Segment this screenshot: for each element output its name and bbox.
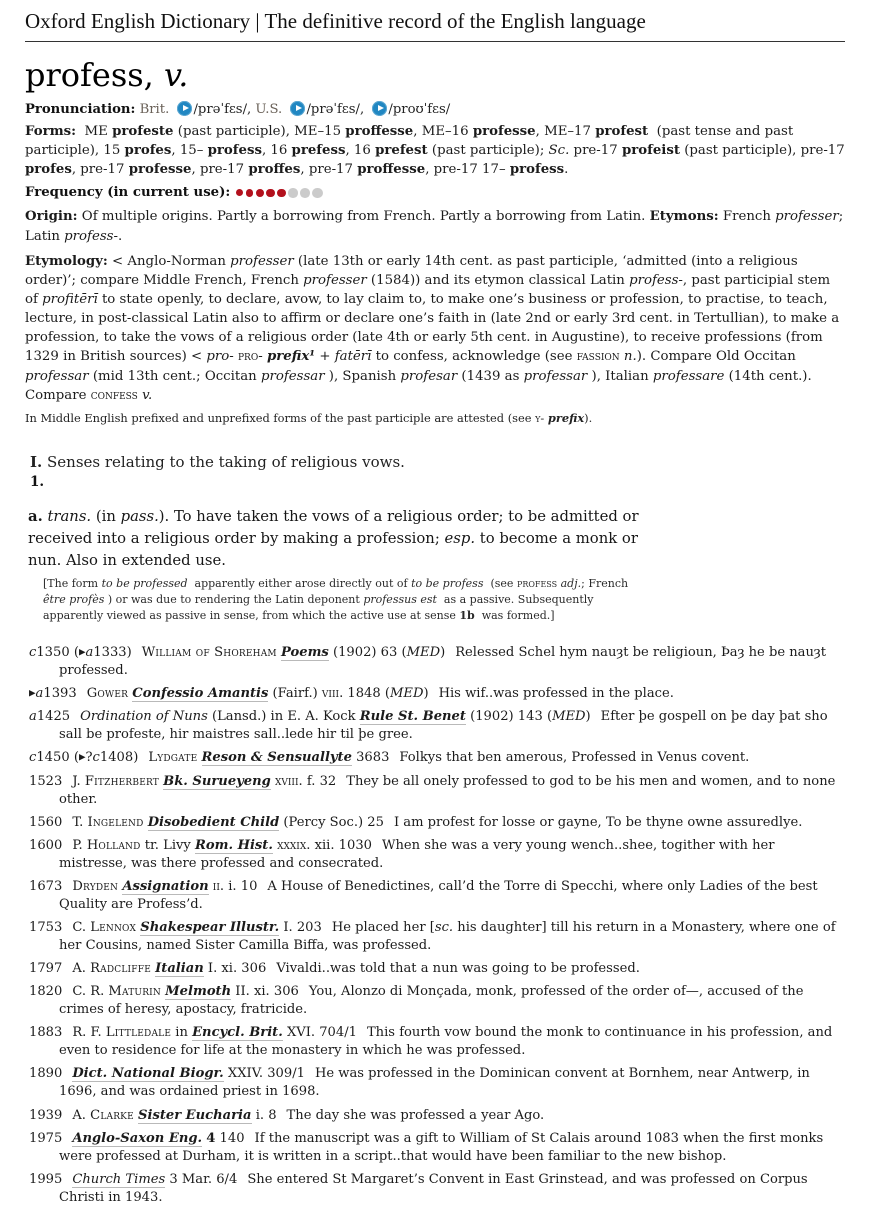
italic-text: professar	[25, 368, 89, 384]
bold-text: profeist	[621, 143, 680, 159]
quote-date: 1333)	[93, 645, 132, 661]
quotation-pointer-icon: ▶	[78, 752, 86, 763]
italic-text: être profès	[43, 593, 105, 607]
text: (past participle);	[427, 143, 549, 159]
author-name: Maturin	[108, 984, 161, 1000]
quote-date: 1939	[29, 1107, 63, 1123]
text: ), Spanish	[324, 368, 401, 384]
quote-date: 1408)	[99, 750, 139, 766]
italic-text: professer	[775, 209, 839, 225]
bold-text: professe	[472, 124, 536, 139]
quote-date: 1450	[36, 750, 70, 766]
quote-date: a	[35, 686, 44, 702]
bold-text: a.	[28, 507, 43, 525]
text: C. R.	[72, 984, 109, 1000]
text: ME	[76, 124, 113, 139]
author-name: William of Shoreham	[141, 645, 277, 661]
quotations-list	[25, 644, 845, 1207]
italic-text: to be profess	[411, 577, 484, 591]
frequency-dot	[312, 188, 322, 198]
sense-number: 1.	[30, 473, 45, 490]
quote-date: 1673	[29, 878, 63, 894]
headword-text: profess	[25, 56, 144, 94]
quotation-row	[29, 1024, 845, 1060]
us-region-label: U.S.	[251, 102, 287, 117]
frequency-label: Frequency (in current use):	[25, 185, 231, 201]
text: In Middle English prefixed and unprefixed forms of the past participle are attested (see	[25, 410, 536, 425]
quote-date: 1820	[29, 984, 63, 1000]
italic-text: trans.	[47, 507, 92, 525]
italic-text: MED	[390, 686, 424, 702]
text: Folkys that ben amerous, Professed in Venus covent.	[399, 750, 750, 766]
etymology-note	[25, 411, 845, 427]
text: .	[117, 228, 123, 244]
text: ).	[584, 410, 593, 425]
frequency-dot	[256, 189, 264, 197]
frequency-dot	[288, 188, 297, 197]
bold-text: Forms:	[25, 124, 77, 139]
quotation-row	[29, 837, 845, 873]
branch-heading	[25, 453, 845, 471]
quotation-row	[29, 983, 845, 1019]
frequency-dots	[236, 185, 325, 200]
text: in	[171, 1025, 193, 1041]
quote-date: 1883	[29, 1025, 63, 1041]
quotation-row	[29, 1065, 845, 1101]
ipa-us-1: /prəˈfɛs/,	[306, 102, 365, 117]
text: ) or was due to rendering the Latin deponent	[104, 593, 364, 607]
quote-date: c	[92, 750, 100, 766]
play-audio-icon[interactable]	[372, 101, 387, 116]
italic-text: Sc.	[548, 143, 570, 159]
bold-text: proffesse	[357, 162, 426, 178]
bold-text: I.	[30, 452, 43, 471]
frequency-dot	[236, 189, 243, 196]
text: (Lansd.) in E. A. Kock	[207, 709, 360, 725]
text: XVI. 704/1	[282, 1025, 357, 1041]
author-name: Ingelend	[87, 814, 144, 830]
quote-date: 1753	[29, 919, 63, 935]
bold-text: profes	[124, 143, 172, 159]
quotation-row	[29, 814, 845, 832]
small-caps-text: xxxix.	[277, 837, 311, 853]
entry-main	[0, 42, 870, 1224]
text: They be all onely professed to god to be his men and women, and to none other.	[59, 773, 836, 807]
quotation-pointer-icon: ▶	[29, 688, 36, 699]
quotation-row	[29, 919, 845, 955]
text: II. xi. 306	[231, 984, 299, 1000]
italic-text: pass.	[120, 507, 159, 525]
text: If the manuscript was a gift to William of St Calais around 1083 when the first monks were professed at Durham, it is written in a script..that would have been familiar to the new bishop.	[59, 1130, 824, 1164]
text: < Anglo-Norman	[107, 253, 231, 269]
work-title-link[interactable]: Sister Eucharia	[138, 1107, 252, 1123]
masthead	[25, 0, 845, 42]
pronunciation-label: Pronunciation:	[25, 102, 136, 117]
text: his daughter] till his return in a Monastery, where one of her Cousins, named Sister Camilla Biffa, was professed.	[59, 919, 836, 954]
italic-text: professar	[260, 368, 325, 384]
author-name: Littledale	[105, 1025, 172, 1041]
author-name: Clarke	[90, 1107, 134, 1123]
text: )	[423, 686, 429, 702]
text: This fourth vow bound the monk to continuance in his profession, and even to residence for life at the monastery in which he was professed.	[59, 1025, 833, 1059]
frequency-dot	[246, 189, 254, 197]
text: He was professed in the Dominican convent at Bornhem, near Antwerp, in 1696, and was ordained priest in 1698.	[59, 1066, 810, 1100]
text: 140	[215, 1130, 245, 1146]
bold-text: prefess	[291, 143, 346, 159]
ipa-separator	[364, 102, 368, 117]
text: .	[564, 162, 569, 178]
bold-text: profest	[595, 124, 649, 139]
text: Vivaldi..was told that a nun was going to be professed.	[276, 961, 640, 977]
text: , 15–	[171, 143, 208, 159]
quote-date: 1975	[29, 1130, 63, 1146]
text: A.	[72, 1107, 91, 1123]
text: (1902) 143 (	[465, 709, 553, 725]
ipa-brit: /prəˈfɛs/,	[193, 102, 252, 117]
text: f. 32	[302, 773, 337, 789]
text: I. 203	[279, 919, 322, 935]
part-of-speech: v.	[164, 56, 189, 94]
work-title-link[interactable]: Rule St. Benet	[359, 709, 466, 725]
text: (in	[91, 507, 121, 525]
text: R. F.	[72, 1025, 106, 1041]
quotation-row	[29, 878, 845, 914]
italic-text: profess-	[64, 228, 118, 244]
text: i. 8	[251, 1107, 277, 1123]
text: (past participle), ME–15	[173, 124, 346, 139]
text: She entered St Margaret’s Convent in East Grinstead, and was professed on Corpus Christi in 1943.	[59, 1171, 808, 1205]
text: J.	[72, 773, 85, 789]
quote-date: a	[85, 645, 94, 661]
text: , pre-17	[71, 162, 129, 178]
text: apparently either arose directly out of	[187, 577, 412, 591]
text: I am profest for losse or gayne, To be thyne owne assuredlye.	[393, 814, 803, 830]
small-caps-text: ii.	[212, 878, 225, 894]
text: (past participle), pre-17	[679, 143, 845, 159]
text: Relessed Schel hym nauȝt be religioun, Þaȝ he be nauȝt professed.	[59, 645, 826, 679]
bold-text: professe	[128, 162, 192, 178]
text: , pre-17	[300, 162, 358, 178]
work-title-link[interactable]: Dict. National Biogr.	[72, 1066, 224, 1082]
text: A House of Benedictines, call’d the Torre di Specchi, where only Ladies of the best Quality are Profess’d.	[59, 878, 818, 912]
italic-text: professer	[230, 253, 294, 269]
italic-text: Ordination of Nuns	[80, 709, 208, 725]
quotation-row	[29, 708, 845, 744]
italic-text: professus est	[363, 593, 437, 607]
text: )	[585, 709, 591, 725]
text: Senses relating to the taking of religious vows.	[42, 452, 405, 471]
bold-text: Etymology:	[25, 253, 108, 269]
cross-reference-link[interactable]: pro-	[237, 349, 263, 365]
work-title-link[interactable]: Reson & Sensuallyte	[201, 750, 352, 766]
text: (	[69, 645, 79, 661]
quotation-row	[29, 749, 845, 767]
quote-date: c	[29, 645, 37, 661]
small-caps-text: viii.	[321, 686, 344, 702]
frequency-dot	[300, 188, 310, 198]
italic-text: profess-	[629, 272, 683, 288]
quote-date: 1995	[29, 1171, 63, 1187]
text: He placed her [	[331, 919, 435, 935]
work-title-link[interactable]: Bk. Surueyeng	[163, 773, 271, 789]
text: (Fairf.)	[268, 686, 322, 702]
italic-text: professare	[652, 368, 725, 384]
bold-text: proffes	[248, 162, 301, 178]
site-title: Oxford English Dictionary | The definitive record of the English language	[25, 9, 646, 33]
author-name: Lydgate	[148, 750, 198, 766]
work-title-link[interactable]: Disobedient Child	[147, 814, 280, 830]
author-name: Lennox	[90, 919, 137, 935]
text: i. 10	[224, 878, 258, 894]
quote-date: 1600	[29, 837, 63, 853]
author-name: Fitzherbert	[84, 773, 159, 789]
text: (1902) 63 (	[328, 645, 407, 661]
text: (see	[483, 577, 517, 591]
text: , 16	[345, 143, 376, 159]
italic-text: professar	[523, 368, 588, 384]
text: was formed.]	[474, 609, 555, 623]
work-title-link[interactable]: Poems	[281, 645, 329, 661]
italic-text: n.	[623, 349, 637, 365]
quotation-row	[29, 1107, 845, 1125]
work-title-link[interactable]: Encycl. Brit.	[192, 1025, 283, 1041]
quote-date: a	[29, 709, 37, 725]
italic-text: MED	[406, 645, 441, 661]
text: T.	[72, 814, 88, 830]
text: (	[69, 750, 79, 766]
text: to state openly, to declare, avow, to lay claim to, to make one’s business or profession, to practise, to teach, lecture, in post-classical Latin also to affirm or declare one’s faith in (late 2nd or early 3rd cent. in Tertullian), to make a profession, to take the vows of a religious order (late 4th or early 5th cent. in Augustine), to receive professions (from 1329 in British sources) <	[25, 291, 840, 365]
text: (mid 13th cent.; Occitan	[88, 368, 261, 384]
text: [The form	[43, 577, 102, 591]
text: , ME–17	[535, 124, 596, 139]
headword-title	[25, 56, 845, 94]
work-title-link[interactable]: Assignation	[122, 878, 209, 894]
quote-date: 1797	[29, 961, 63, 977]
quotation-row	[29, 773, 845, 809]
text: pre-17	[569, 143, 622, 159]
text: , ME–16	[413, 124, 473, 139]
text: You, Alonzo di Monçada, monk, professed of the order of—, accused of the crimes of heresy, apostacy, fratricide.	[59, 984, 804, 1018]
bold-text: 4	[206, 1130, 216, 1146]
forms-paragraph	[25, 122, 845, 179]
text: (late 13th or early 14th cent. as past participle, ‘admitted (into a religious order)’; compare Middle French, French	[25, 253, 798, 288]
text: (1584)) and its etymon classical Latin	[366, 272, 630, 288]
italic-text: to be professed	[101, 577, 188, 591]
quotation-row	[29, 960, 845, 978]
quote-date: 1425	[36, 709, 71, 725]
italic-text: fatērī	[334, 349, 372, 365]
italic-text: MED	[552, 709, 586, 725]
italic-text: pro-	[206, 349, 234, 365]
text: ; French	[581, 577, 629, 591]
text	[197, 750, 201, 765]
sense-definition	[25, 506, 660, 573]
brit-region-label: Brit.	[135, 102, 174, 117]
cross-reference-link[interactable]: profess	[516, 577, 558, 591]
italic-text: profitērī	[42, 291, 98, 307]
text: ; Latin	[25, 209, 844, 244]
italic-text: sc.	[434, 919, 454, 935]
text: ). To have taken the vows of a religious order; to be admitted or received into a religious order by making a profession;	[28, 507, 639, 547]
text: )	[440, 645, 446, 661]
sense-note	[43, 576, 639, 624]
work-title-link[interactable]: Confessio Amantis	[132, 686, 269, 702]
author-name: Gower	[86, 686, 129, 702]
small-caps-text: xviii.	[274, 773, 303, 789]
bold-text: 1b	[459, 609, 475, 623]
quotation-row	[29, 1171, 845, 1207]
play-audio-icon[interactable]	[290, 101, 305, 116]
text: +	[315, 349, 335, 365]
text: ), Italian	[587, 368, 653, 384]
text: (1439 as	[457, 368, 524, 384]
quotation-row	[29, 1130, 845, 1166]
bold-text: profes	[25, 162, 72, 178]
cross-reference-link[interactable]: fassion	[576, 349, 620, 365]
work-title-link[interactable]: Rom. Hist.	[194, 837, 273, 853]
work-title-link[interactable]: Melmoth	[165, 984, 232, 1000]
text: French	[718, 209, 776, 225]
quote-date: 1560	[29, 814, 63, 830]
text: 3 Mar. 6/4	[165, 1171, 238, 1187]
bold-text: Etymons:	[649, 209, 719, 225]
bold-text: prefest	[375, 143, 428, 159]
frequency-dot	[277, 189, 286, 198]
text: 3683	[351, 750, 390, 766]
text: (14th cent.). Compare	[25, 368, 812, 403]
work-title-link[interactable]: Italian	[155, 961, 204, 977]
text: , past participial stem of	[25, 272, 831, 307]
italic-text: professer	[303, 272, 367, 288]
text: xii. 1030	[310, 837, 373, 853]
quote-date: 1890	[29, 1066, 63, 1082]
text: When she was a very young wench..shee, togither with her mistresse, was there professed and consecrated.	[59, 837, 775, 871]
quote-date: 1393	[43, 686, 77, 702]
bold-text: profess	[207, 143, 262, 159]
quotation-row	[29, 685, 845, 703]
text: A.	[72, 961, 91, 977]
origin-paragraph	[25, 207, 845, 245]
frequency-dot	[266, 189, 274, 197]
play-audio-icon[interactable]	[177, 101, 192, 116]
text: (past tense and past participle), 15	[25, 124, 794, 159]
text: as a passive. Subsequently apparently viewed as passive in sense, from which the active use at sense	[43, 593, 594, 623]
bold-text: profeste	[112, 124, 174, 139]
text: I. xi. 306	[203, 961, 267, 977]
text: P.	[72, 837, 87, 853]
headword-separator: ,	[143, 56, 165, 94]
text: Efter þe gospell on þe day þat sho sall be profeste, hir maistres sall..lede hir til þe gree.	[59, 709, 828, 743]
cross-reference-link[interactable]: confess	[90, 387, 138, 403]
text: to confess, acknowledge (see	[371, 349, 577, 365]
frequency-line	[25, 185, 845, 200]
text: ?	[85, 750, 93, 766]
italic-text: profesar	[400, 368, 458, 384]
bold-text: profess	[509, 162, 565, 178]
bold-italic-text: prefix¹	[266, 349, 316, 365]
italic-text: v.	[142, 387, 153, 403]
author-name: Dryden	[72, 878, 119, 894]
ipa-us-2: /proʊˈfɛs/	[388, 102, 451, 117]
text: 1848 (	[343, 686, 390, 702]
italic-text: esp.	[444, 529, 476, 547]
text: C.	[72, 919, 91, 935]
bold-text: proffesse	[345, 124, 414, 139]
pronunciation-line	[25, 101, 845, 117]
text: , pre-17	[191, 162, 249, 178]
quote-date: c	[29, 750, 37, 766]
bold-text: Origin:	[25, 209, 78, 225]
text: His wif..was professed in the place.	[438, 686, 674, 702]
text: (Percy Soc.) 25	[279, 814, 384, 830]
text: XXIV. 309/1	[223, 1066, 305, 1082]
text: The day she was professed a year Ago.	[286, 1107, 545, 1123]
author-name: Holland	[86, 837, 141, 853]
work-title-link[interactable]: Church Times	[72, 1171, 166, 1187]
text: ). Compare Old Occitan	[636, 349, 796, 365]
quote-date: 1523	[29, 773, 63, 789]
bold-italic-text: prefix	[547, 410, 585, 425]
quote-date: 1350	[36, 645, 70, 661]
text: Of multiple origins. Partly a borrowing from French. Partly a borrowing from Latin.	[77, 209, 650, 225]
text: tr. Livy	[140, 837, 195, 853]
quotation-pointer-icon: ▶	[78, 647, 86, 658]
italic-text: adj.	[560, 577, 582, 591]
text: to become a monk or nun. Also in extended use.	[28, 529, 638, 570]
work-title-link[interactable]: Anglo-Saxon Eng.	[72, 1130, 203, 1146]
author-name: Radcliffe	[90, 961, 151, 977]
work-title-link[interactable]: Shakespear Illustr.	[140, 919, 280, 935]
text: , 16	[261, 143, 292, 159]
text: , pre-17 17–	[425, 162, 510, 178]
etymology-paragraph	[25, 252, 845, 405]
quotation-row	[29, 644, 845, 680]
cross-reference-link[interactable]: y-	[535, 410, 545, 425]
